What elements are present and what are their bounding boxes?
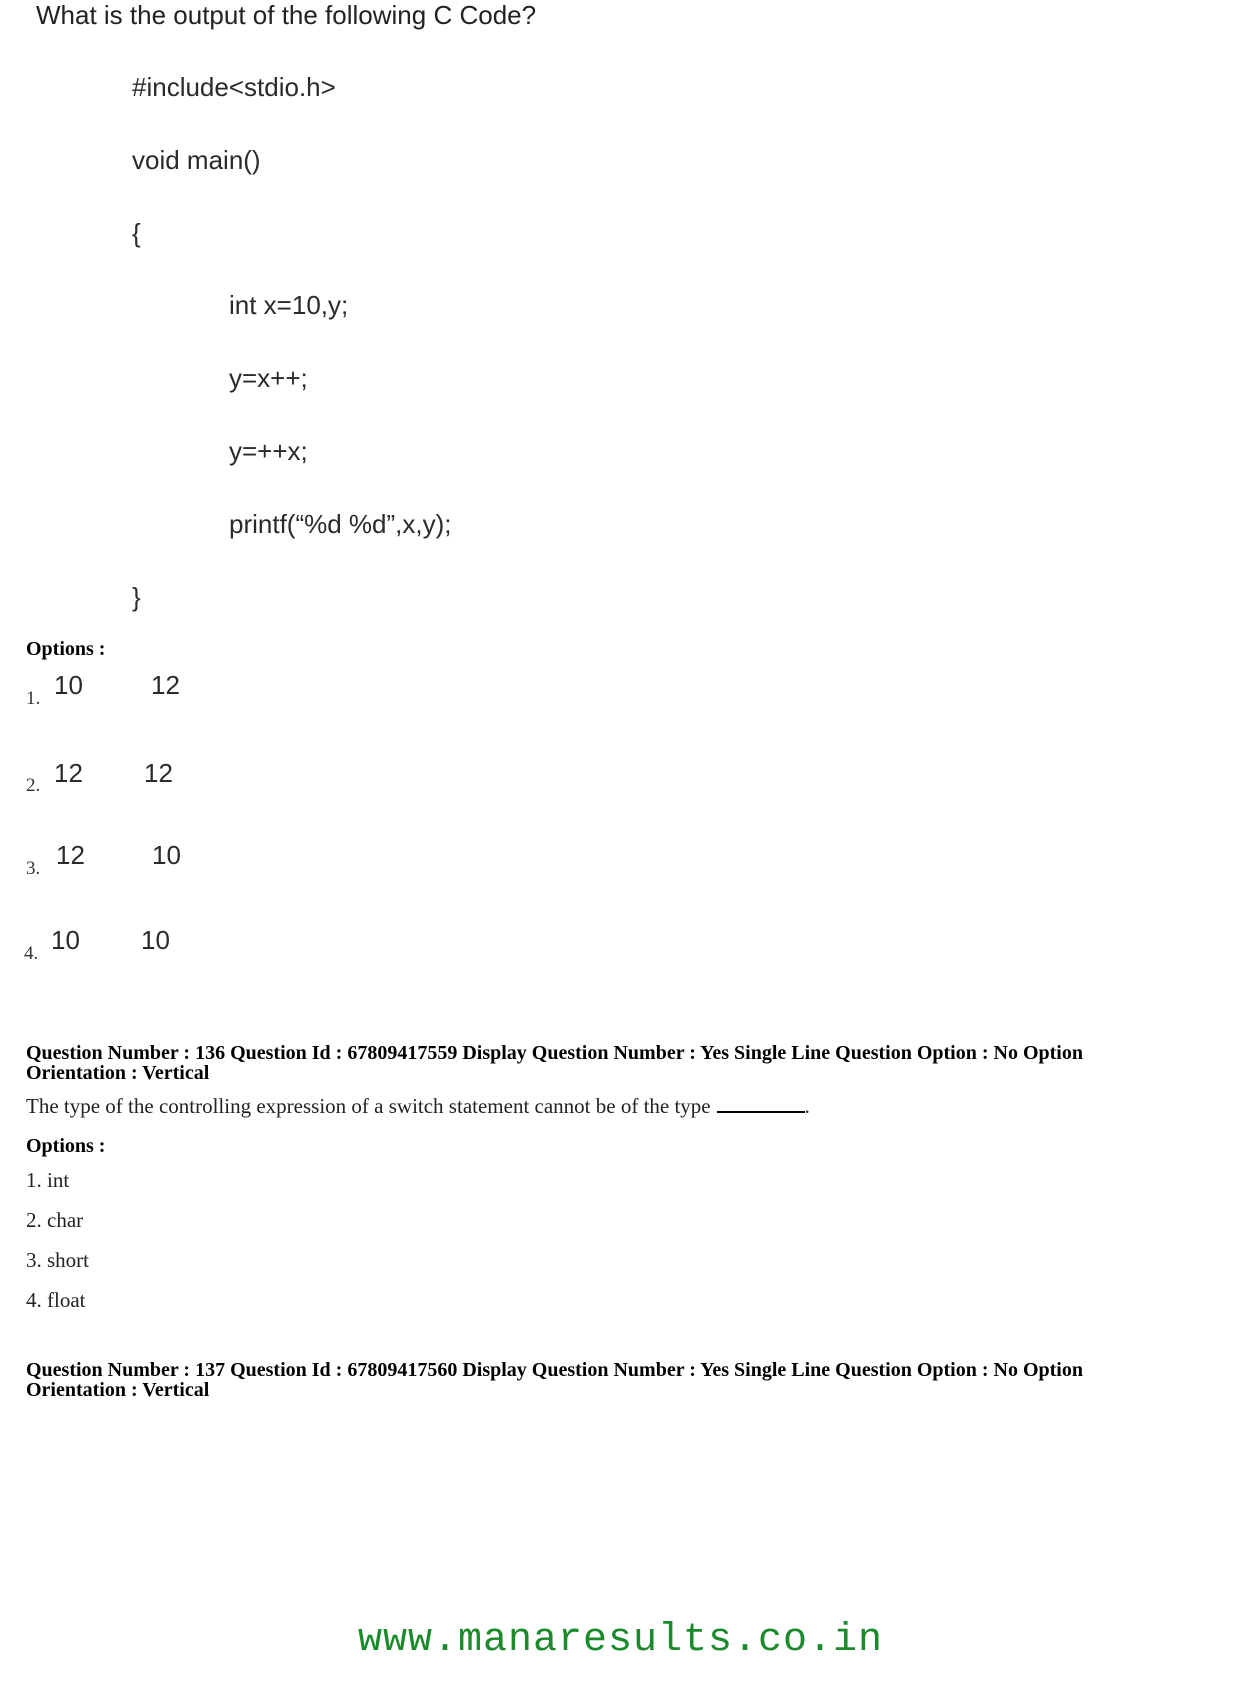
question-meta-line: Orientation : Vertical bbox=[26, 1379, 210, 1401]
option-item: 3. short bbox=[26, 1248, 89, 1272]
option-number: 4. bbox=[24, 943, 39, 964]
code-line-postinc: y=x++; bbox=[229, 363, 308, 393]
option-value-y: 12 bbox=[151, 670, 180, 700]
answer-blank bbox=[717, 1093, 805, 1113]
option-item: 1. int bbox=[26, 1168, 70, 1192]
option-item: 2. char bbox=[26, 1208, 84, 1232]
question-meta-line: Question Number : 137 Question Id : 67809417560 Display Question Number : Yes Single Line Question Option : No Option bbox=[26, 1359, 1083, 1381]
option-value-x: 10 bbox=[54, 670, 83, 700]
code-line-close-brace: } bbox=[132, 582, 141, 612]
question-title: What is the output of the following C Code? bbox=[36, 0, 537, 30]
footer-url: www.manaresults.co.in bbox=[357, 1618, 884, 1663]
question-meta-136 bbox=[26, 1043, 1216, 1083]
option-number: 3. bbox=[26, 858, 41, 879]
option-value-y: 10 bbox=[152, 840, 181, 870]
code-line-include: #include<stdio.h> bbox=[132, 72, 336, 102]
option-value-x: 12 bbox=[56, 840, 85, 870]
code-line-printf: printf(“%d %d”,x,y); bbox=[229, 509, 452, 539]
option-value-x: 10 bbox=[51, 925, 80, 955]
option-number: 2. bbox=[26, 775, 41, 796]
question-meta-137 bbox=[26, 1360, 1216, 1400]
option-number: 1. bbox=[26, 688, 41, 709]
code-line-preinc: y=++x; bbox=[229, 436, 308, 466]
option-item: 4. float bbox=[26, 1288, 86, 1312]
question-stem-text: The type of the controlling expression of a switch statement cannot be of the type bbox=[26, 1094, 711, 1118]
question-stem bbox=[26, 1093, 810, 1119]
code-line-open-brace: { bbox=[132, 218, 141, 248]
option-value-y: 10 bbox=[141, 925, 170, 955]
code-line-declare: int x=10,y; bbox=[229, 290, 349, 320]
question-meta-line: Question Number : 136 Question Id : 67809417559 Display Question Number : Yes Single Line Question Option : No Option bbox=[26, 1042, 1083, 1064]
question-stem-end: . bbox=[804, 1094, 810, 1118]
option-value-y: 12 bbox=[144, 758, 173, 788]
option-value-x: 12 bbox=[54, 758, 83, 788]
options-label: Options : bbox=[26, 1135, 106, 1157]
options-label: Options : bbox=[26, 638, 106, 660]
question-meta-line: Orientation : Vertical bbox=[26, 1062, 210, 1084]
code-line-main: void main() bbox=[132, 145, 261, 175]
